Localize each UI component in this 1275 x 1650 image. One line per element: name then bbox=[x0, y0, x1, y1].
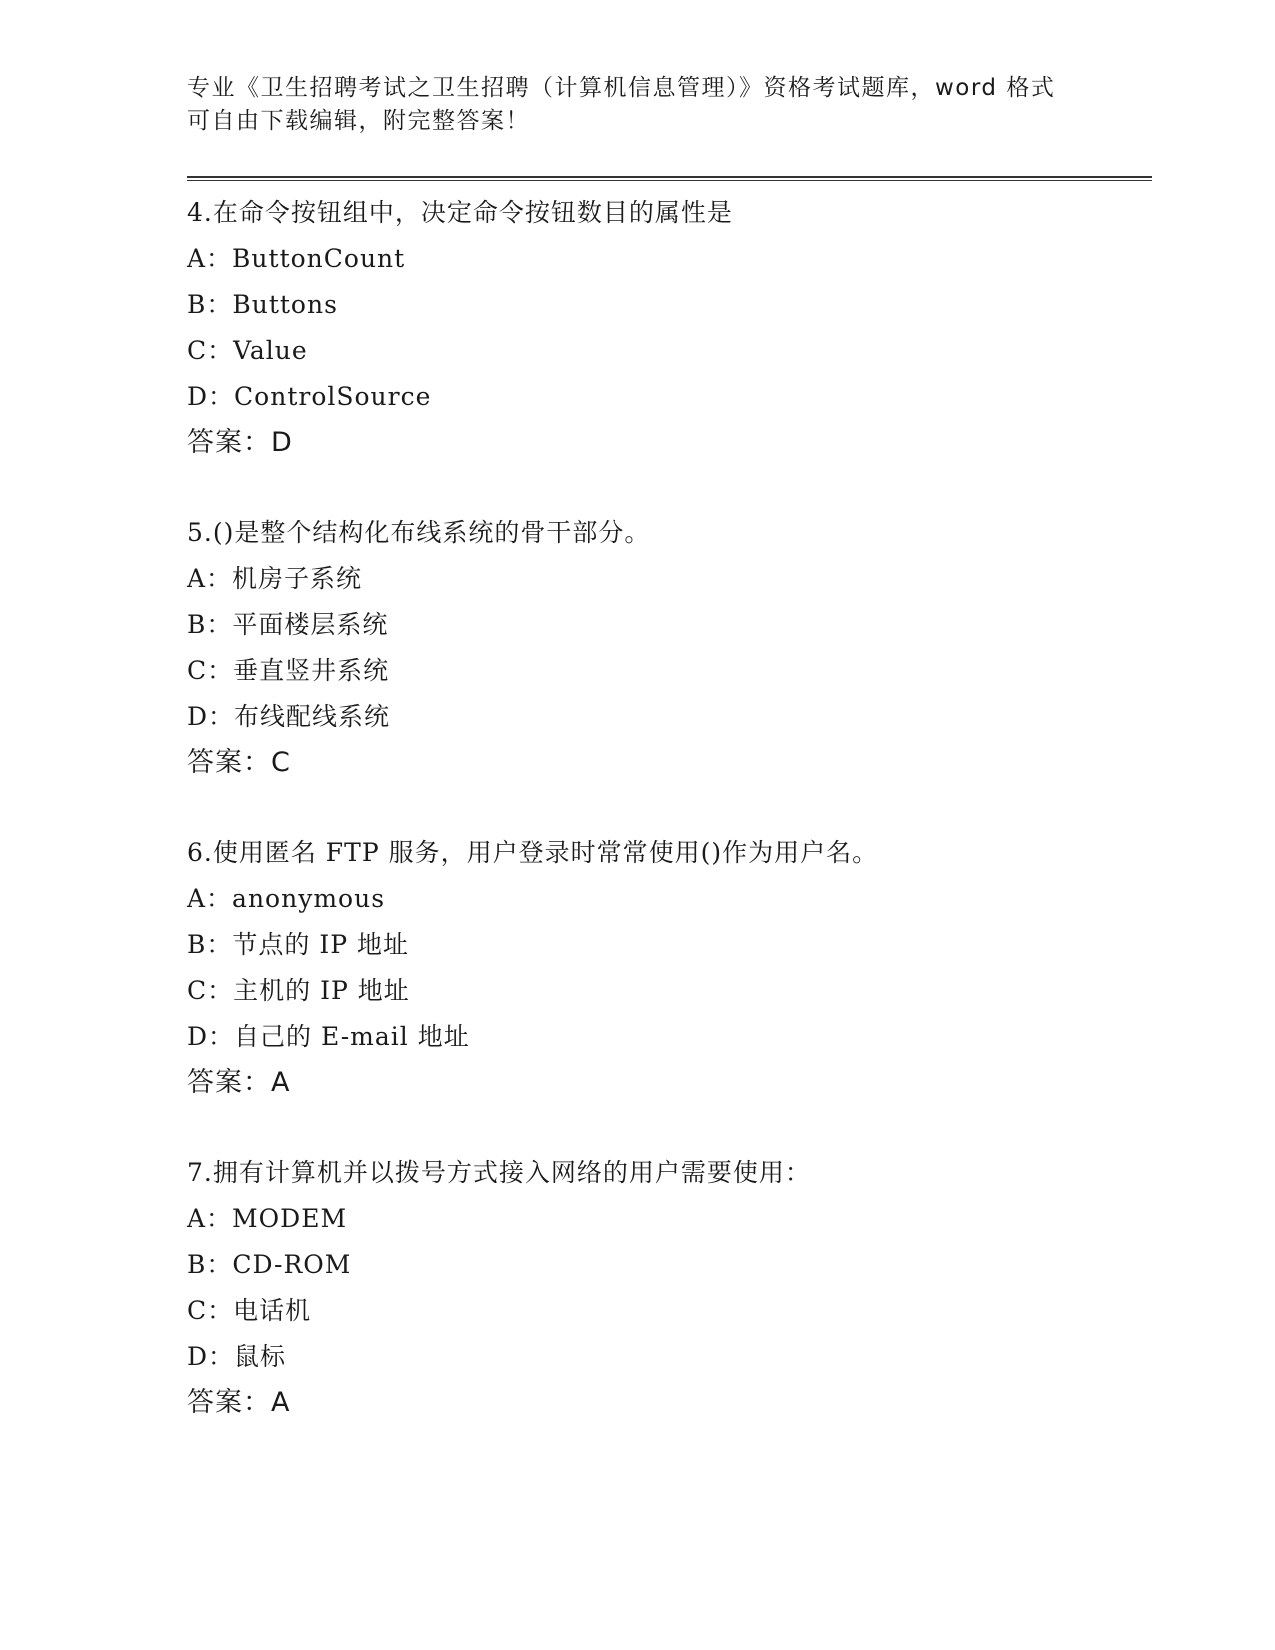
question-stem: 6.使用匿名 FTP 服务，用户登录时常常使用()作为用户名。 bbox=[187, 838, 879, 867]
question-option-a: A：anonymous bbox=[187, 884, 386, 913]
question-option-b: B：CD-ROM bbox=[187, 1250, 352, 1279]
question-option-d: D：布线配线系统 bbox=[187, 702, 391, 731]
question-option-c: C：主机的 IP 地址 bbox=[187, 976, 410, 1005]
question-stem: 5.()是整个结构化布线系统的骨干部分。 bbox=[187, 518, 651, 547]
question-option-d: D：自己的 E-mail 地址 bbox=[187, 1022, 470, 1051]
question-option-b: B：Buttons bbox=[187, 290, 338, 319]
question-answer: 答案：A bbox=[187, 1387, 291, 1418]
question-item bbox=[187, 190, 1152, 466]
question-option-c: C：垂直竖井系统 bbox=[187, 656, 390, 685]
question-option-b: B：平面楼层系统 bbox=[187, 610, 389, 639]
document-header bbox=[187, 72, 1067, 138]
question-option-c: C：Value bbox=[187, 336, 308, 365]
question-stem: 4.在命令按钮组中，决定命令按钮数目的属性是 bbox=[187, 198, 733, 227]
question-option-c: C：电话机 bbox=[187, 1296, 312, 1325]
question-answer: 答案：C bbox=[187, 747, 291, 778]
question-option-a: A：机房子系统 bbox=[187, 564, 363, 593]
question-option-b: B：节点的 IP 地址 bbox=[187, 930, 409, 959]
question-item bbox=[187, 1150, 1152, 1426]
question-option-d: D：ControlSource bbox=[187, 382, 432, 411]
question-answer: 答案：A bbox=[187, 1067, 291, 1098]
question-option-d: D：鼠标 bbox=[187, 1342, 287, 1371]
header-line-1: 专业《卫生招聘考试之卫生招聘（计算机信息管理）》资格考试题库，word 格式 bbox=[187, 75, 1056, 101]
question-list bbox=[187, 190, 1152, 1470]
question-item bbox=[187, 830, 1152, 1106]
question-stem: 7.拥有计算机并以拨号方式接入网络的用户需要使用： bbox=[187, 1158, 811, 1187]
header-divider bbox=[187, 176, 1152, 181]
question-item bbox=[187, 510, 1152, 786]
question-answer: 答案：D bbox=[187, 427, 293, 458]
question-option-a: A：MODEM bbox=[187, 1204, 348, 1233]
header-line-2: 可自由下载编辑，附完整答案！ bbox=[187, 108, 530, 134]
question-option-a: A：ButtonCount bbox=[187, 244, 406, 273]
